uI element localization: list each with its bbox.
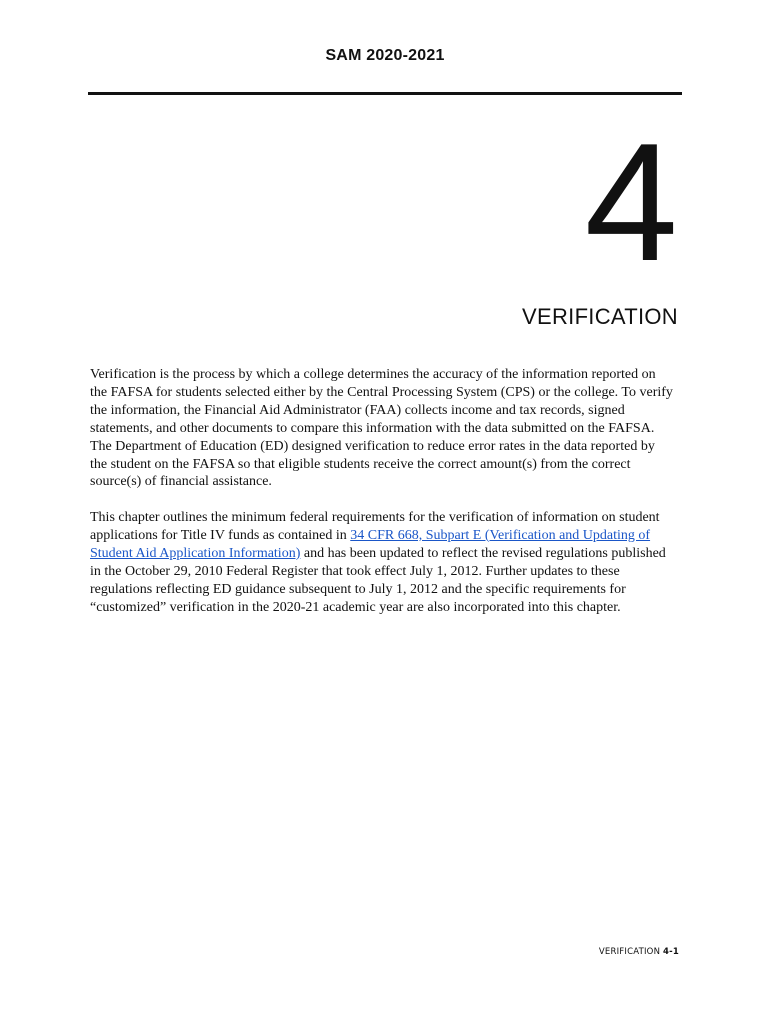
scope-paragraph-tail: and has been updated to reflect the revised regulations published in the October 29, 2010 Federal Register that took effect July 1, 2012. Further updates to these regulations reflecting ED guidance subsequent to July 1, 2012 and the specific requirements for “customized” verification in the 2020-21 academic year are also incorporated into this chapter. [90,545,666,615]
intro-paragraph-text: Verification is the process by which a college determines the accuracy of the information reported on the FAFSA for students selected either by the Central Processing System (CPS) or the college. To verify the information, the Financial Aid Administrator (FAA) collects income and tax records, signed statements, and other documents to compare this information with the data submitted on the FAFSA. The Department of Education (ED) designed verification to reduce error rates in the data reported by the student on the FAFSA so that eligible students receive the correct amount(s) from the correct source(s) of financial assistance. [90,367,673,490]
scope-paragraph-text [90,509,674,616]
footer-page-number: 4-1 [663,947,679,957]
cfr-regulation-link[interactable]: 34 CFR 668, Subpart E (Verification and Updating of Student Aid Application Information) [90,527,651,561]
chapter-title: VERIFICATION [522,304,678,329]
intro-paragraph [90,366,674,491]
scope-paragraph-lead: This chapter outlines the minimum federal requirements for the verification of information on student applications for Title IV funds as contained in [90,510,660,543]
chapter-number: 4 [584,108,678,296]
scope-paragraph [90,509,674,616]
footer-section-label: VERIFICATION [598,947,661,957]
header-divider [88,92,682,95]
running-header-title: SAM 2020-2021 [325,47,445,64]
page-footer [599,947,679,957]
